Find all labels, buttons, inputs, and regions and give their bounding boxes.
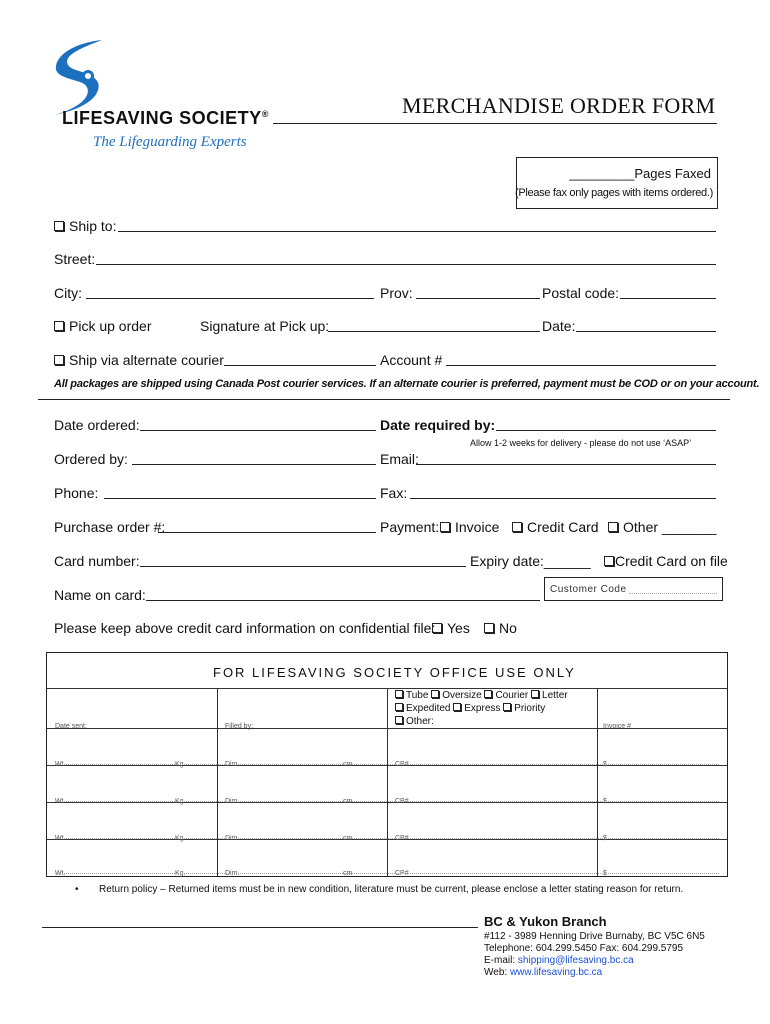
- expedited-checkbox[interactable]: [395, 703, 403, 711]
- office-use-panel: [46, 652, 728, 877]
- shipping-notice: All packages are shipped using Canada Post courier services. If an alternate courier is preferred, payment must be COD or on your account.: [54, 378, 760, 390]
- dim-label: Dim.: [225, 870, 240, 877]
- account-label: Account #: [380, 352, 443, 368]
- priority-option[interactable]: Priority: [503, 703, 545, 714]
- dotted-line: [55, 801, 719, 802]
- org-tagline: The Lifeguarding Experts: [93, 134, 247, 150]
- courier-options: [395, 689, 568, 728]
- phone-label: Phone:: [54, 485, 99, 501]
- alt-courier-field[interactable]: [224, 365, 376, 366]
- fax-field[interactable]: [410, 498, 716, 499]
- postal-label: Postal code:: [542, 285, 620, 301]
- wt-label: Wt.: [55, 835, 66, 842]
- title-underline: [273, 123, 717, 124]
- fax-note: (Please fax only pages with items ordered.): [514, 187, 713, 199]
- branch-name: BC & Yukon Branch: [484, 914, 607, 929]
- express-checkbox[interactable]: [453, 703, 461, 711]
- dim-label: Dim.: [225, 761, 240, 768]
- org-name: LIFESAVING SOCIETY®: [62, 108, 269, 128]
- row-line-3: [47, 802, 727, 803]
- expedited-option[interactable]: Expedited: [395, 703, 450, 714]
- credit-card-checkbox[interactable]: [512, 522, 522, 532]
- account-field[interactable]: [446, 365, 716, 366]
- courier-option[interactable]: Courier: [484, 690, 528, 701]
- pickup-date-label: Date:: [542, 318, 576, 334]
- payment-invoice-option[interactable]: Invoice: [440, 519, 499, 535]
- confidential-no-option[interactable]: No: [484, 620, 517, 636]
- dotted-line: [55, 873, 719, 874]
- footer-line: [42, 927, 478, 928]
- dollar-label: $: [603, 798, 607, 805]
- signature-field[interactable]: [328, 331, 540, 332]
- cm-label: cm: [343, 761, 353, 768]
- kg-label: Kg.: [175, 798, 186, 805]
- dollar-label: $: [603, 761, 607, 768]
- kg-label: Kg.: [175, 761, 186, 768]
- section-divider: [38, 399, 730, 400]
- payment-credit-option[interactable]: Credit Card: [512, 519, 599, 535]
- prov-field[interactable]: [416, 298, 540, 299]
- dim-label: Dim.: [225, 798, 240, 805]
- email-label: Email:: [380, 451, 419, 467]
- postal-field[interactable]: [620, 298, 716, 299]
- dollar-label: $: [603, 835, 607, 842]
- phone-field[interactable]: [104, 498, 376, 499]
- po-field[interactable]: [158, 532, 376, 533]
- customer-code-line: [629, 593, 717, 594]
- cm-label: cm: [343, 870, 353, 877]
- pages-faxed[interactable]: _________Pages Faxed: [569, 166, 711, 181]
- letter-option[interactable]: Letter: [531, 690, 568, 701]
- confidential-yes-option[interactable]: Yes: [432, 620, 470, 636]
- branch-address: #112 - 3989 Henning Drive Burnaby, BC V5C 6N5: [484, 931, 705, 942]
- no-checkbox[interactable]: [484, 623, 494, 633]
- kg-label: Kg.: [175, 870, 186, 877]
- pickup-option[interactable]: Pick up order: [54, 318, 151, 334]
- street-field[interactable]: [96, 264, 716, 265]
- letter-checkbox[interactable]: [531, 690, 539, 698]
- priority-checkbox[interactable]: [503, 703, 511, 711]
- lifesaving-logo-icon: [50, 36, 110, 116]
- row-line-1: [47, 728, 727, 729]
- street-label: Street:: [54, 251, 96, 267]
- dotted-line: [55, 764, 719, 765]
- col-divider-1: [217, 688, 218, 876]
- city-field[interactable]: [86, 298, 374, 299]
- return-policy: Return policy – Returned items must be in new condition, literature must be current, please enclose a letter stating reason for return.: [99, 884, 684, 895]
- alt-courier-option[interactable]: Ship via alternate courier: [54, 352, 224, 368]
- customer-code-label: Customer Code: [550, 584, 627, 595]
- po-label: Purchase order #:: [54, 519, 166, 535]
- ordered-by-field[interactable]: [132, 464, 376, 465]
- allow-note: Allow 1-2 weeks for delivery - please do not use ‘ASAP’: [470, 438, 692, 448]
- date-sent-label: Date sent:: [55, 723, 87, 730]
- card-number-field[interactable]: [140, 566, 466, 567]
- tube-checkbox[interactable]: [395, 690, 403, 698]
- prov-label: Prov:: [380, 285, 413, 301]
- col-divider-3: [597, 688, 598, 876]
- ordered-by-label: Ordered by:: [54, 451, 128, 467]
- email-link[interactable]: shipping@lifesaving.bc.ca: [517, 955, 634, 966]
- form-title: MERCHANDISE ORDER FORM: [402, 93, 716, 118]
- ship-to-checkbox[interactable]: [54, 221, 64, 231]
- cc-on-file-option[interactable]: Credit Card on file: [604, 553, 728, 569]
- date-ordered-label: Date ordered:: [54, 417, 140, 433]
- ship-to-field[interactable]: [118, 231, 716, 232]
- dotted-line: [55, 838, 719, 839]
- city-label: City:: [54, 285, 82, 301]
- payment-label: Payment:: [380, 519, 440, 535]
- web-link[interactable]: www.lifesaving.bc.ca: [509, 967, 603, 978]
- name-on-card-label: Name on card:: [54, 587, 146, 603]
- oversize-checkbox[interactable]: [431, 690, 439, 698]
- wt-label: Wt.: [55, 761, 66, 768]
- row-line-2: [47, 765, 727, 766]
- cp-label: CP#: [395, 870, 409, 877]
- name-on-card-field[interactable]: [146, 600, 540, 601]
- oversize-option[interactable]: Oversize: [431, 690, 481, 701]
- confidential-label: Please keep above credit card information on confidential file:: [54, 620, 436, 636]
- card-number-label: Card number:: [54, 553, 140, 569]
- kg-label: Kg.: [175, 835, 186, 842]
- date-required-field[interactable]: [496, 430, 716, 431]
- cm-label: cm: [343, 798, 353, 805]
- office-heading: FOR LIFESAVING SOCIETY OFFICE USE ONLY: [213, 665, 576, 680]
- col-divider-2: [387, 688, 388, 876]
- cp-label: CP#: [395, 798, 409, 805]
- date-ordered-field[interactable]: [140, 430, 376, 431]
- wt-label: Wt.: [55, 870, 66, 877]
- wt-label: Wt.: [55, 798, 66, 805]
- fax-label: Fax:: [380, 485, 408, 501]
- invoice-number-label: Invoice #: [603, 723, 632, 730]
- alt-courier-checkbox[interactable]: [54, 355, 64, 365]
- bullet: •: [75, 884, 79, 895]
- email-field[interactable]: [416, 464, 716, 465]
- row-line-4: [47, 839, 727, 840]
- express-option[interactable]: Express: [453, 703, 500, 714]
- signature-label: Signature at Pick up:: [200, 318, 330, 334]
- cc-on-file-checkbox[interactable]: [604, 556, 614, 566]
- expiry-field[interactable]: Expiry date:______: [470, 553, 591, 569]
- cp-label: CP#: [395, 761, 409, 768]
- date-required-label: Date required by:: [380, 417, 496, 433]
- customer-code-box[interactable]: [544, 577, 723, 601]
- payment-other-option[interactable]: Other _______: [608, 519, 716, 535]
- tube-option[interactable]: Tube: [395, 690, 428, 701]
- pickup-date-field[interactable]: [576, 331, 716, 332]
- pickup-checkbox[interactable]: [54, 321, 64, 331]
- ship-to-option[interactable]: Ship to:: [54, 218, 116, 234]
- courier-checkbox[interactable]: [484, 690, 492, 698]
- branch-phone: Telephone: 604.299.5450 Fax: 604.299.5795: [484, 943, 684, 954]
- other-checkbox[interactable]: [608, 522, 618, 532]
- other-courier-checkbox[interactable]: [395, 716, 403, 724]
- filled-by-label: Filled by:: [225, 723, 254, 730]
- yes-checkbox[interactable]: [432, 623, 442, 633]
- branch-email: E-mail: shipping@lifesaving.bc.ca: [484, 955, 634, 966]
- branch-web: Web: www.lifesaving.bc.ca: [484, 967, 603, 978]
- dollar-label: $: [603, 870, 607, 877]
- dim-label: Dim.: [225, 835, 240, 842]
- fax-box: [516, 157, 718, 209]
- cp-label: CP#: [395, 835, 409, 842]
- cm-label: cm: [343, 835, 353, 842]
- other-courier-option[interactable]: Other:: [395, 716, 434, 727]
- invoice-checkbox[interactable]: [440, 522, 450, 532]
